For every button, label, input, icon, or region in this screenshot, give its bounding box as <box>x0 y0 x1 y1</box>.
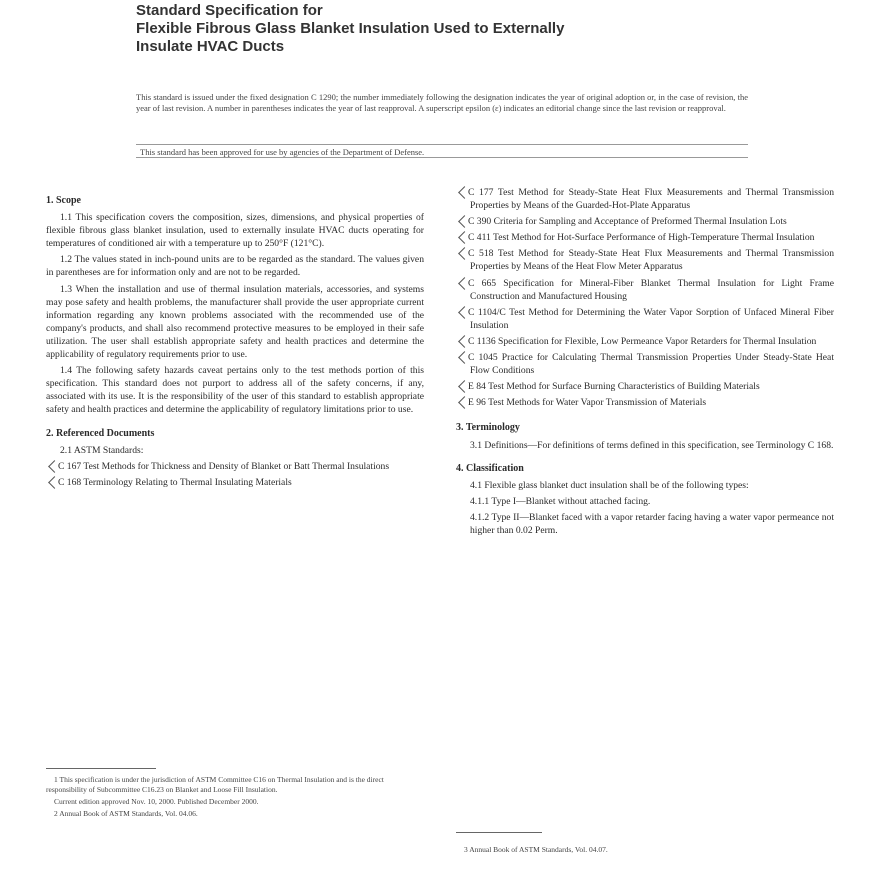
scope-para-1: 1.1 This specification covers the composition, sizes, dimensions, and physical properties of flexible fibrous glass blanket insulation, used to externally insulate HVAC ducts operating for temperatures of conditioned air with a temperature up to 250°F (121°C). <box>46 212 424 250</box>
standard-abstract: This standard is issued under the fixed designation C 1290; the number immediately following the designation indicates the year of original adoption or, in the case of revision, the year of last revision. A number in parentheses indicates the year of last reapproval. A superscript epsilon (ε) indicates an editorial change since the last revision or reapproval. <box>136 92 748 113</box>
footnote: 3 Annual Book of ASTM Standards, Vol. 04.07. <box>464 845 608 854</box>
reference-item: C 1045 Practice for Calculating Thermal Transmission Properties Under Steady-State Heat Flow Conditions <box>456 351 834 377</box>
scope-para-3: 1.3 When the installation and use of thermal insulation materials, accessories, and systems may pose safety and health problems, the manufacturer shall provide the user appropriate current information regarding any known problems associated with the recommended use of the company's products, and shall also recommend protective measures to be employed in their safe utilization. The user shall establish appropriate safety and health practices and determine the applicability of regulatory requirements prior to use. <box>46 283 424 361</box>
reference-item: C 411 Test Method for Hot-Surface Performance of High-Temperature Thermal Insulation <box>456 231 834 244</box>
reference-item: C 177 Test Method for Steady-State Heat Flux Measurements and Thermal Transmission Properties by Means of the Guarded-Hot-Plate Apparatus <box>456 186 834 212</box>
title-line-3: Insulate HVAC Ducts <box>136 38 285 55</box>
reference-item: C 518 Test Method for Steady-State Heat Flux Measurements and Thermal Transmission Properties by Means of the Heat Flow Meter Apparatus <box>456 247 834 273</box>
classification-heading: 4. Classification <box>456 462 524 474</box>
reference-item: C 390 Criteria for Sampling and Acceptance of Preformed Thermal Insulation Lots <box>456 215 834 228</box>
footnotes-right <box>456 845 834 857</box>
title-line-1: Standard Specification for <box>136 2 323 19</box>
terminology-heading: 3. Terminology <box>456 422 520 434</box>
footnote: 2 Annual Book of ASTM Standards, Vol. 04.06. <box>54 809 198 818</box>
footnotes-left <box>46 775 424 821</box>
reference-item: C 1136 Specification for Flexible, Low Permeance Vapor Retarders for Thermal Insulation <box>456 335 834 348</box>
scope-para-2: 1.2 The values stated in inch-pound units are to be regarded as the standard. The values given in parentheses are for information only and are not to be regarded. <box>46 254 424 279</box>
left-column <box>46 192 424 492</box>
reference-item: C 168 Terminology Relating to Thermal Insulating Materials <box>46 476 424 489</box>
classification-item: 4.1.2 Type II—Blanket faced with a vapor retarder facing having a water vapor permeance not higher than 0.02 Perm. <box>470 511 834 536</box>
reference-item: C 167 Test Methods for Thickness and Density of Blanket or Batt Thermal Insulations <box>46 460 424 473</box>
reference-item: C 1104/C Test Method for Determining the Water Vapor Sorption of Unfaced Mineral Fiber Insulation <box>456 306 834 332</box>
references-heading: 2. Referenced Documents <box>46 427 155 439</box>
reference-item: E 84 Test Method for Surface Burning Characteristics of Building Materials <box>456 380 834 393</box>
scope-heading: 1. Scope <box>46 195 81 206</box>
footnote-divider-right <box>456 832 542 833</box>
terminology-para: 3.1 Definitions—For definitions of terms defined in this specification, see Terminology C 168. <box>470 439 834 451</box>
footnote-divider-left <box>46 768 156 769</box>
references-subheading: 2.1 ASTM Standards: <box>60 444 144 456</box>
classification-para: 4.1 Flexible glass blanket duct insulation shall be of the following types: <box>470 479 749 491</box>
reference-item: C 665 Specification for Mineral-Fiber Blanket Thermal Insulation for Light Frame Construction and Manufactured Housing <box>456 277 834 303</box>
scope-para-4: 1.4 The following safety hazards caveat pertains only to the test methods portion of this specification. This standard does not purport to address all of the safety concerns, if any, associated with its use. It is the responsibility of the user of this standard to establish appropriate safety and health practices and determine the applicability of regulatory limitations prior to use. <box>46 365 424 416</box>
notice-box: This standard has been approved for use by agencies of the Department of Defense. <box>136 144 748 158</box>
right-column <box>456 186 834 540</box>
title-line-2: Flexible Fibrous Glass Blanket Insulation Used to Externally <box>136 20 565 37</box>
title-block <box>136 2 776 56</box>
footnote: 1 This specification is under the jurisdiction of ASTM Committee C16 on Thermal Insulation and is the direct responsibility of Subcommittee C16.23 on Blanket and Loose Fill Insulation. <box>46 775 384 794</box>
reference-item: E 96 Test Methods for Water Vapor Transmission of Materials <box>456 396 834 409</box>
footnote: Current edition approved Nov. 10, 2000. Published December 2000. <box>54 797 259 806</box>
classification-item: 4.1.1 Type I—Blanket without attached facing. <box>470 495 651 507</box>
